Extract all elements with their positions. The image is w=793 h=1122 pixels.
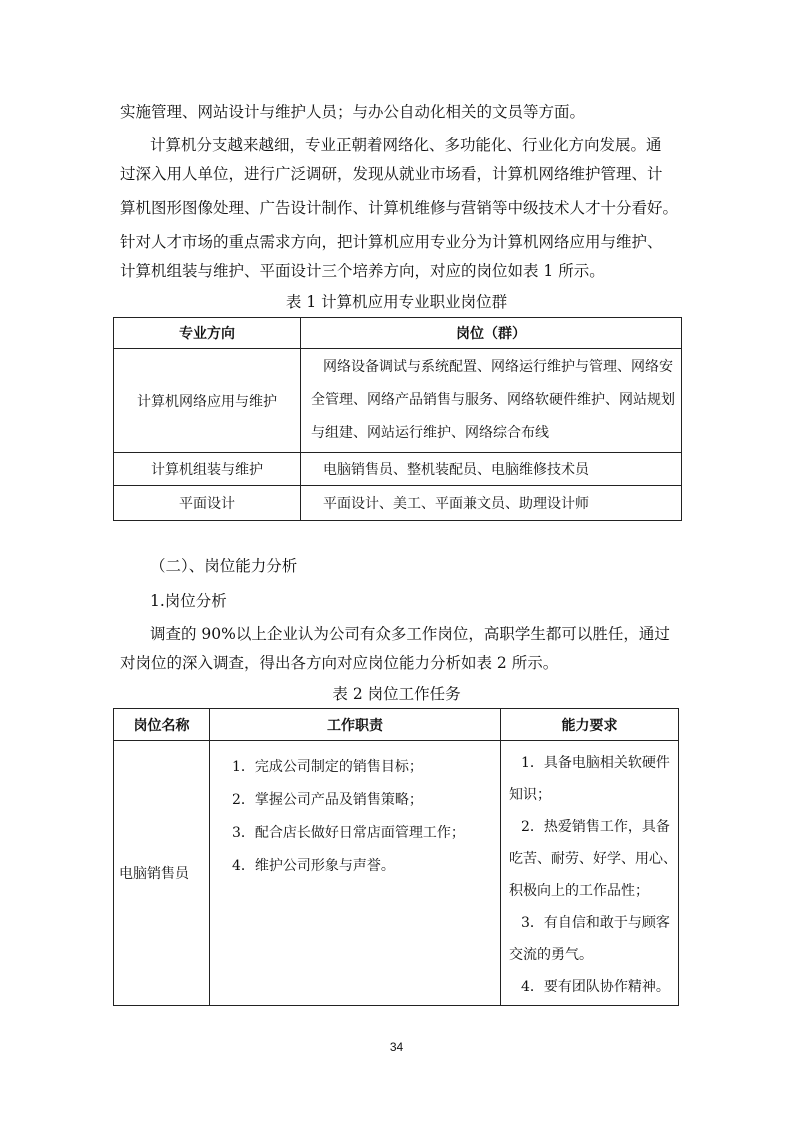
table1 [113, 317, 682, 521]
table-row [114, 486, 682, 521]
requirements-cell [501, 741, 679, 1006]
paragraph-line: 对岗位的深入调查，得出各方向对应岗位能力分析如表 2 所示。 [120, 654, 559, 672]
table2 [113, 708, 679, 1006]
requirement-line: 积极向上的工作品性； [509, 883, 649, 899]
requirement-line: 交流的勇气。 [509, 947, 593, 963]
jobs-line: 全管理、网络产品销售与服务、网络软硬件维护、网站规划 [311, 392, 675, 408]
duties-cell [210, 741, 501, 1006]
table2-header-name: 岗位名称 [114, 709, 210, 741]
table2-header-duties: 工作职责 [210, 709, 501, 741]
paragraph-line: 计算机分支越来越细，专业正朝着网络化、多功能化、行业化方向发展。通 [150, 136, 662, 154]
paragraph-line: 计算机组装与维护、平面设计三个培养方向，对应的岗位如表 1 所示。 [120, 262, 605, 280]
table-row [114, 349, 682, 453]
jobs-cell [301, 349, 682, 453]
requirement-line: 3．有自信和敢于与顾客 [521, 915, 670, 931]
direction-cell: 计算机组装与维护 [114, 453, 301, 486]
job-name-cell: 电脑销售员 [114, 741, 210, 1006]
requirement-line: 2．热爱销售工作，具备 [521, 819, 670, 835]
jobs-line: 网络设备调试与系统配置、网络运行维护与管理、网络安 [323, 359, 673, 375]
table1-caption: 表 1 计算机应用专业职业岗位群 [285, 293, 508, 311]
page-number: 34 [389, 1040, 404, 1054]
paragraph-line: 实施管理、网站设计与维护人员；与办公自动化相关的文员等方面。 [120, 103, 586, 121]
paragraph-line: 针对人才市场的重点需求方向，把计算机应用专业分为计算机网络应用与维护、 [120, 233, 663, 251]
requirement-line: 4．要有团队协作精神。 [521, 979, 670, 995]
table-row [114, 453, 682, 486]
requirement-line: 知识； [509, 787, 551, 803]
table2-caption: 表 2 岗位工作任务 [332, 685, 461, 703]
table-row [114, 741, 679, 1006]
section-heading: （二）、岗位能力分析 [150, 557, 298, 575]
jobs-cell: 电脑销售员、整机装配员、电脑维修技术员 [301, 453, 682, 486]
direction-cell: 平面设计 [114, 486, 301, 521]
requirement-line: 1．具备电脑相关软硬件 [521, 755, 670, 771]
duty-item: 1．完成公司制定的销售目标； [232, 759, 423, 775]
direction-cell: 计算机网络应用与维护 [114, 349, 301, 453]
duty-item: 4．维护公司形象与声誉。 [232, 858, 395, 874]
table1-header-jobs: 岗位（群） [301, 318, 682, 349]
paragraph-line: 过深入用人单位，进行广泛调研，发现从就业市场看，计算机网络维护管理、计 [120, 165, 663, 183]
jobs-cell: 平面设计、美工、平面兼文员、助理设计师 [301, 486, 682, 521]
duty-item: 3．配合店长做好日常店面管理工作； [232, 825, 465, 841]
requirement-line: 吃苦、耐劳、好学、用心、 [509, 851, 677, 867]
subsection-heading: 1.岗位分析 [150, 592, 227, 610]
duty-item: 2．掌握公司产品及销售策略； [232, 792, 423, 808]
table2-header-requirements: 能力要求 [501, 709, 679, 741]
paragraph-line: 算机图形图像处理、广告设计制作、计算机维修与营销等中级技术人才十分看好。 [120, 199, 679, 217]
paragraph-line: 调查的 90%以上企业认为公司有众多工作岗位，高职学生都可以胜任，通过 [150, 625, 670, 643]
table1-header-direction: 专业方向 [114, 318, 301, 349]
jobs-line: 与组建、网站运行维护、网络综合布线 [311, 425, 549, 441]
